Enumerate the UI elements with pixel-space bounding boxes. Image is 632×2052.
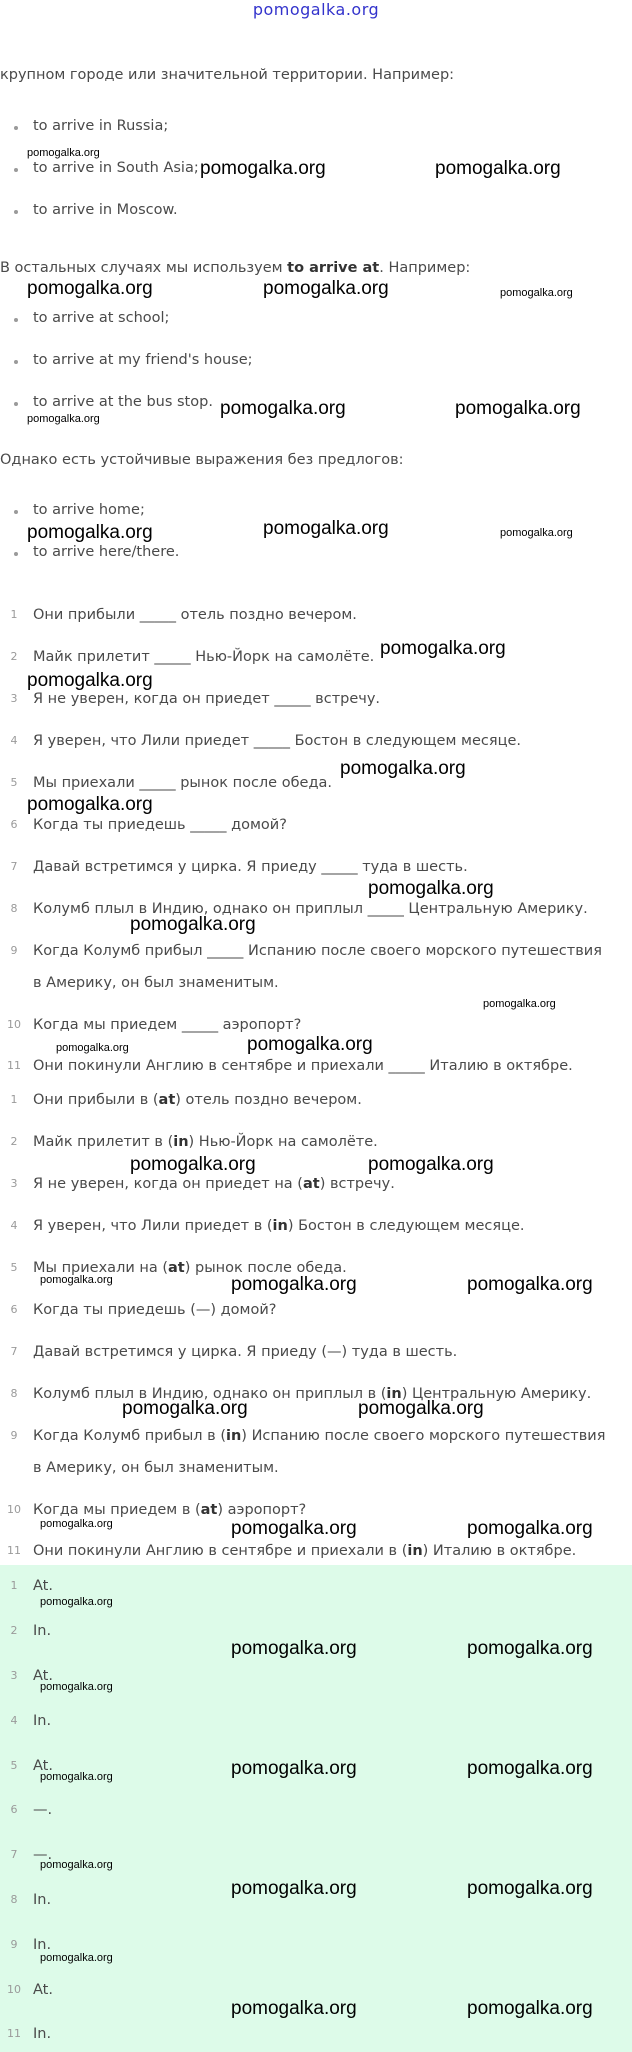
watermark: pomogalka.org: [483, 998, 556, 1010]
item-number: 6: [10, 1303, 18, 1316]
item-number: 2: [10, 1624, 18, 1637]
watermark: pomogalka.org: [40, 1771, 113, 1783]
item-number: 10: [7, 1983, 21, 1996]
bullet-dot: [14, 360, 18, 364]
watermark: pomogalka.org: [455, 398, 581, 419]
watermark: pomogalka.org: [27, 413, 100, 425]
watermark: pomogalka.org: [340, 758, 466, 779]
bullet-dot: [14, 318, 18, 322]
bullet-dot: [14, 210, 18, 214]
item-number: 7: [10, 1848, 18, 1861]
watermark: pomogalka.org: [27, 278, 153, 299]
answer-key-item: In.: [33, 1623, 52, 1639]
item-number: 1: [10, 1093, 18, 1106]
watermark: pomogalka.org: [467, 1878, 593, 1899]
answer-key-item: In.: [33, 1713, 52, 1729]
answer-key-item: In.: [33, 2026, 52, 2042]
watermark: pomogalka.org: [40, 1859, 113, 1871]
bullet-dot: [14, 126, 18, 130]
answer-sentence-continuation: в Америку, он был знаменитым.: [33, 1460, 279, 1476]
answer-sentence: Они прибыли в (at) отель поздно вечером.: [33, 1092, 362, 1108]
answer-sentence: Я не уверен, когда он приедет на (at) встречу.: [33, 1176, 395, 1192]
bullet-item: to arrive home;: [33, 502, 145, 518]
item-number: 4: [10, 1219, 18, 1232]
answer-key-item: —.: [33, 1847, 53, 1863]
watermark: pomogalka.org: [231, 1878, 357, 1899]
answer-sentence: Когда мы приедем в (at) аэропорт?: [33, 1502, 307, 1518]
item-number: 8: [10, 902, 18, 915]
exercise-item-continuation: в Америку, он был знаменитым.: [33, 975, 279, 991]
watermark: pomogalka.org: [247, 1034, 373, 1055]
watermark: pomogalka.org: [40, 1274, 113, 1286]
watermark: pomogalka.org: [467, 1518, 593, 1539]
watermark: pomogalka.org: [380, 638, 506, 659]
watermark: pomogalka.org: [231, 1518, 357, 1539]
item-number: 8: [10, 1893, 18, 1906]
watermark: pomogalka.org: [231, 1998, 357, 2019]
exercise-item: Когда Колумб прибыл _____ Испанию после своего морского путешествия: [33, 943, 602, 959]
item-number: 3: [10, 692, 18, 705]
exercise-item: Я уверен, что Лили приедет _____ Бостон в следующем месяце.: [33, 733, 521, 749]
answer-sentence: Они покинули Англию в сентябре и приехали в (in) Италию в октябре.: [33, 1543, 577, 1559]
item-number: 10: [7, 1018, 21, 1031]
item-number: 11: [7, 1059, 21, 1072]
bullet-item: to arrive in South Asia;: [33, 160, 199, 176]
bullet-dot: [14, 552, 18, 556]
watermark: pomogalka.org: [40, 1518, 113, 1530]
answer-sentence: Майк прилетит в (in) Нью-Йорк на самолёте.: [33, 1134, 378, 1150]
watermark: pomogalka.org: [467, 1274, 593, 1295]
bullet-dot: [14, 510, 18, 514]
intro-line-1: крупном городе или значительной территории. Например:: [0, 67, 455, 83]
watermark: pomogalka.org: [435, 158, 561, 179]
watermark: pomogalka.org: [122, 1398, 248, 1419]
watermark: pomogalka.org: [263, 278, 389, 299]
watermark: pomogalka.org: [27, 794, 153, 815]
item-number: 10: [7, 1503, 21, 1516]
item-number: 7: [10, 860, 18, 873]
item-number: 1: [10, 1579, 18, 1592]
item-number: 9: [10, 1938, 18, 1951]
answer-sentence: Когда Колумб прибыл в (in) Испанию после своего морского путешествия: [33, 1428, 606, 1444]
item-number: 4: [10, 1714, 18, 1727]
watermark: pomogalka.org: [231, 1758, 357, 1779]
exercise-item: Колумб плыл в Индию, однако он приплыл _____ Центральную Америку.: [33, 901, 588, 917]
watermark: pomogalka.org: [27, 147, 100, 159]
item-number: 3: [10, 1669, 18, 1682]
item-number: 1: [10, 608, 18, 621]
watermark: pomogalka.org: [200, 158, 326, 179]
item-number: 5: [10, 776, 18, 789]
item-number: 6: [10, 1803, 18, 1816]
bullet-item: to arrive at the bus stop.: [33, 394, 213, 410]
watermark: pomogalka.org: [40, 1952, 113, 1964]
item-number: 6: [10, 818, 18, 831]
answer-key-item: At.: [33, 1578, 53, 1594]
exercise-item: Я не уверен, когда он приедет _____ встречу.: [33, 691, 381, 707]
item-number: 5: [10, 1261, 18, 1274]
watermark: pomogalka.org: [40, 1681, 113, 1693]
item-number: 3: [10, 1177, 18, 1190]
exercise-item: Майк прилетит _____ Нью-Йорк на самолёте.: [33, 649, 375, 665]
answer-key-item: At.: [33, 1982, 53, 1998]
bullet-item: to arrive in Moscow.: [33, 202, 178, 218]
watermark: pomogalka.org: [27, 670, 153, 691]
watermark: pomogalka.org: [368, 878, 494, 899]
answer-sentence: Колумб плыл в Индию, однако он приплыл в (in) Центральную Америку.: [33, 1386, 592, 1402]
bullet-item: to arrive here/there.: [33, 544, 180, 560]
item-number: 8: [10, 1387, 18, 1400]
intro-line-2: В остальных случаях мы используем to arrive at. Например:: [0, 260, 471, 276]
intro-line-3: Однако есть устойчивые выражения без предлогов:: [0, 452, 404, 468]
exercise-item: Когда мы приедем _____ аэропорт?: [33, 1017, 302, 1033]
watermark: pomogalka.org: [231, 1274, 357, 1295]
watermark: pomogalka.org: [130, 1154, 256, 1175]
watermark: pomogalka.org: [358, 1398, 484, 1419]
watermark: pomogalka.org: [27, 522, 153, 543]
answer-key-item: At.: [33, 1668, 53, 1684]
watermark: pomogalka.org: [220, 398, 346, 419]
watermark: pomogalka.org: [467, 1638, 593, 1659]
answer-sentence: Мы приехали на (at) рынок после обеда.: [33, 1260, 347, 1276]
answer-sentence: Давай встретимся у цирка. Я приеду (—) туда в шесть.: [33, 1344, 458, 1360]
bullet-dot: [14, 168, 18, 172]
exercise-item: Они покинули Англию в сентябре и приехали _____ Италию в октябре.: [33, 1058, 573, 1074]
watermark: pomogalka.org: [263, 518, 389, 539]
answer-key-item: In.: [33, 1937, 52, 1953]
watermark: pomogalka.org: [467, 1758, 593, 1779]
item-number: 2: [10, 650, 18, 663]
watermark: pomogalka.org: [500, 287, 573, 299]
exercise-item: Давай встретимся у цирка. Я приеду _____ туда в шесть.: [33, 859, 468, 875]
watermark: pomogalka.org: [500, 527, 573, 539]
item-number: 9: [10, 1429, 18, 1442]
watermark: pomogalka.org: [40, 1596, 113, 1608]
item-number: 11: [7, 1544, 21, 1557]
item-number: 2: [10, 1135, 18, 1148]
exercise-item: Мы приехали _____ рынок после обеда.: [33, 775, 332, 791]
watermark: pomogalka.org: [231, 1638, 357, 1659]
bullet-item: to arrive at my friend's house;: [33, 352, 253, 368]
item-number: 5: [10, 1759, 18, 1772]
watermark: pomogalka.org: [56, 1042, 129, 1054]
exercise-item: Они прибыли _____ отель поздно вечером.: [33, 607, 357, 623]
item-number: 4: [10, 734, 18, 747]
item-number: 11: [7, 2027, 21, 2040]
item-number: 7: [10, 1345, 18, 1358]
watermark: pomogalka.org: [467, 1998, 593, 2019]
item-number: 9: [10, 944, 18, 957]
bullet-item: to arrive in Russia;: [33, 118, 169, 134]
answer-key-item: At.: [33, 1758, 53, 1774]
answer-key-item: In.: [33, 1892, 52, 1908]
watermark: pomogalka.org: [130, 914, 256, 935]
watermark: pomogalka.org: [368, 1154, 494, 1175]
answer-key-item: —.: [33, 1802, 53, 1818]
site-logo[interactable]: pomogalka.org: [252, 0, 380, 19]
bullet-item: to arrive at school;: [33, 310, 170, 326]
answer-sentence: Я уверен, что Лили приедет в (in) Бостон в следующем месяце.: [33, 1218, 525, 1234]
bullet-dot: [14, 402, 18, 406]
answer-sentence: Когда ты приедешь (—) домой?: [33, 1302, 277, 1318]
exercise-item: Когда ты приедешь _____ домой?: [33, 817, 287, 833]
